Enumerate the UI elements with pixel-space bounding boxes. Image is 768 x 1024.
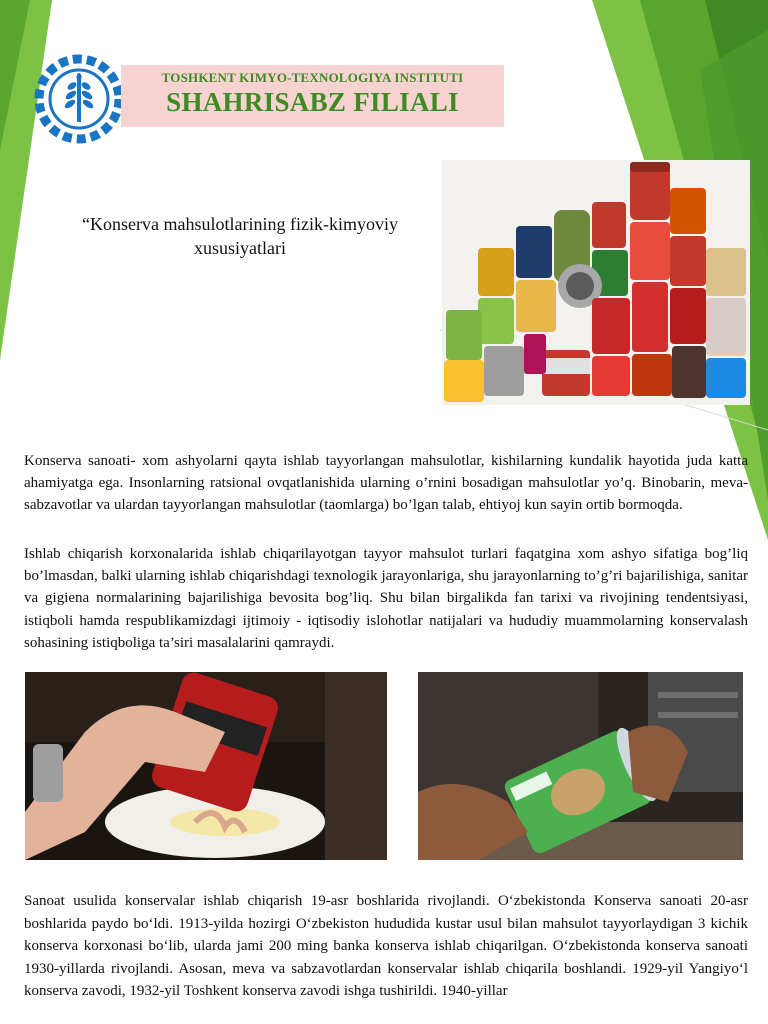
- institute-name: TOSHKENT KIMYO-TEXNOLOGIYA INSTITUTI: [161, 70, 464, 85]
- paragraph-intro: Konserva sanoati- xom ashyolarni qayta ishlab tayyorlangan mahsulotlar, kishilarning kundalik hayotida juda katta ahamiyatga ega. Insonlarning ratsional ovqatlanishida ularning o’rnini bosadigan mahsulotlar yo’q. Binobarin, meva- sabzavotlar va ulardan tayyorlangan mahsulotlar (taomlarga) bo’lgan talab, ehtiyoj kun sayin ortib bormoqda.: [24, 453, 748, 514]
- opening-can-photo: [25, 672, 387, 860]
- branch-name: SHAHRISABZ FILIALI: [166, 87, 459, 117]
- paragraph-history: Sanoat usulida konservalar ishlab chiqarish 19-asr boshlarida rivojlandi. O‘zbekistonda Konserva sanoati 20-asr boshlarida paydo bo‘ldi. 1913-yilda hozirgi O‘zbekiston hududida kustar usul bilan mahsulot tayyorlaydigan 3 kichik konserva korxonasi bo‘lib, ularda jami 200 ming banka konserva ishlab chiqarilgan. O‘zbekistonda konserva sanoati 1930-yillarda rivojlandi. Asosan, meva va sabzavotlardan konservalar ishlab chiqarila boshlandi. 1929-yil Yangiyo‘l konserva zavodi, 1932-yil Toshkent konserva zavodi ishga tushirildi. 1940-yillar: [24, 893, 748, 1000]
- canned-goods-photo: [442, 160, 750, 405]
- institute-logo-icon: [34, 54, 124, 144]
- chicken-can-photo: [418, 672, 743, 860]
- paragraph-production: Ishlab chiqarish korxonalarida ishlab chiqarilayotgan tayyor mahsulot turlari faqatgina xom ashyo sifatiga bog’liq bo’lmasdan, balki ularning ishlab chiqarishdagi texnologik jarayonlariga, shu jarayonlarning to’g’ri bajarilishiga, sanitar va gigiena normalarining bajarilishiga bevosita bog’liq. Shu bilan birgalikda fan tarixi va rivojining tendentsiyasi, istiqboli hamda respublikamizdagi ijtimoiy - iqtisodiy islohotlar natijalari va hududiy muammolarning konservalash sohasining istiqboliga ta’siri masalalarini qamraydi.: [24, 546, 748, 651]
- institute-banner: [121, 65, 504, 127]
- document-title: “Konserva mahsulotlarining fizik-kimyoviy xususiyatlari: [82, 214, 398, 258]
